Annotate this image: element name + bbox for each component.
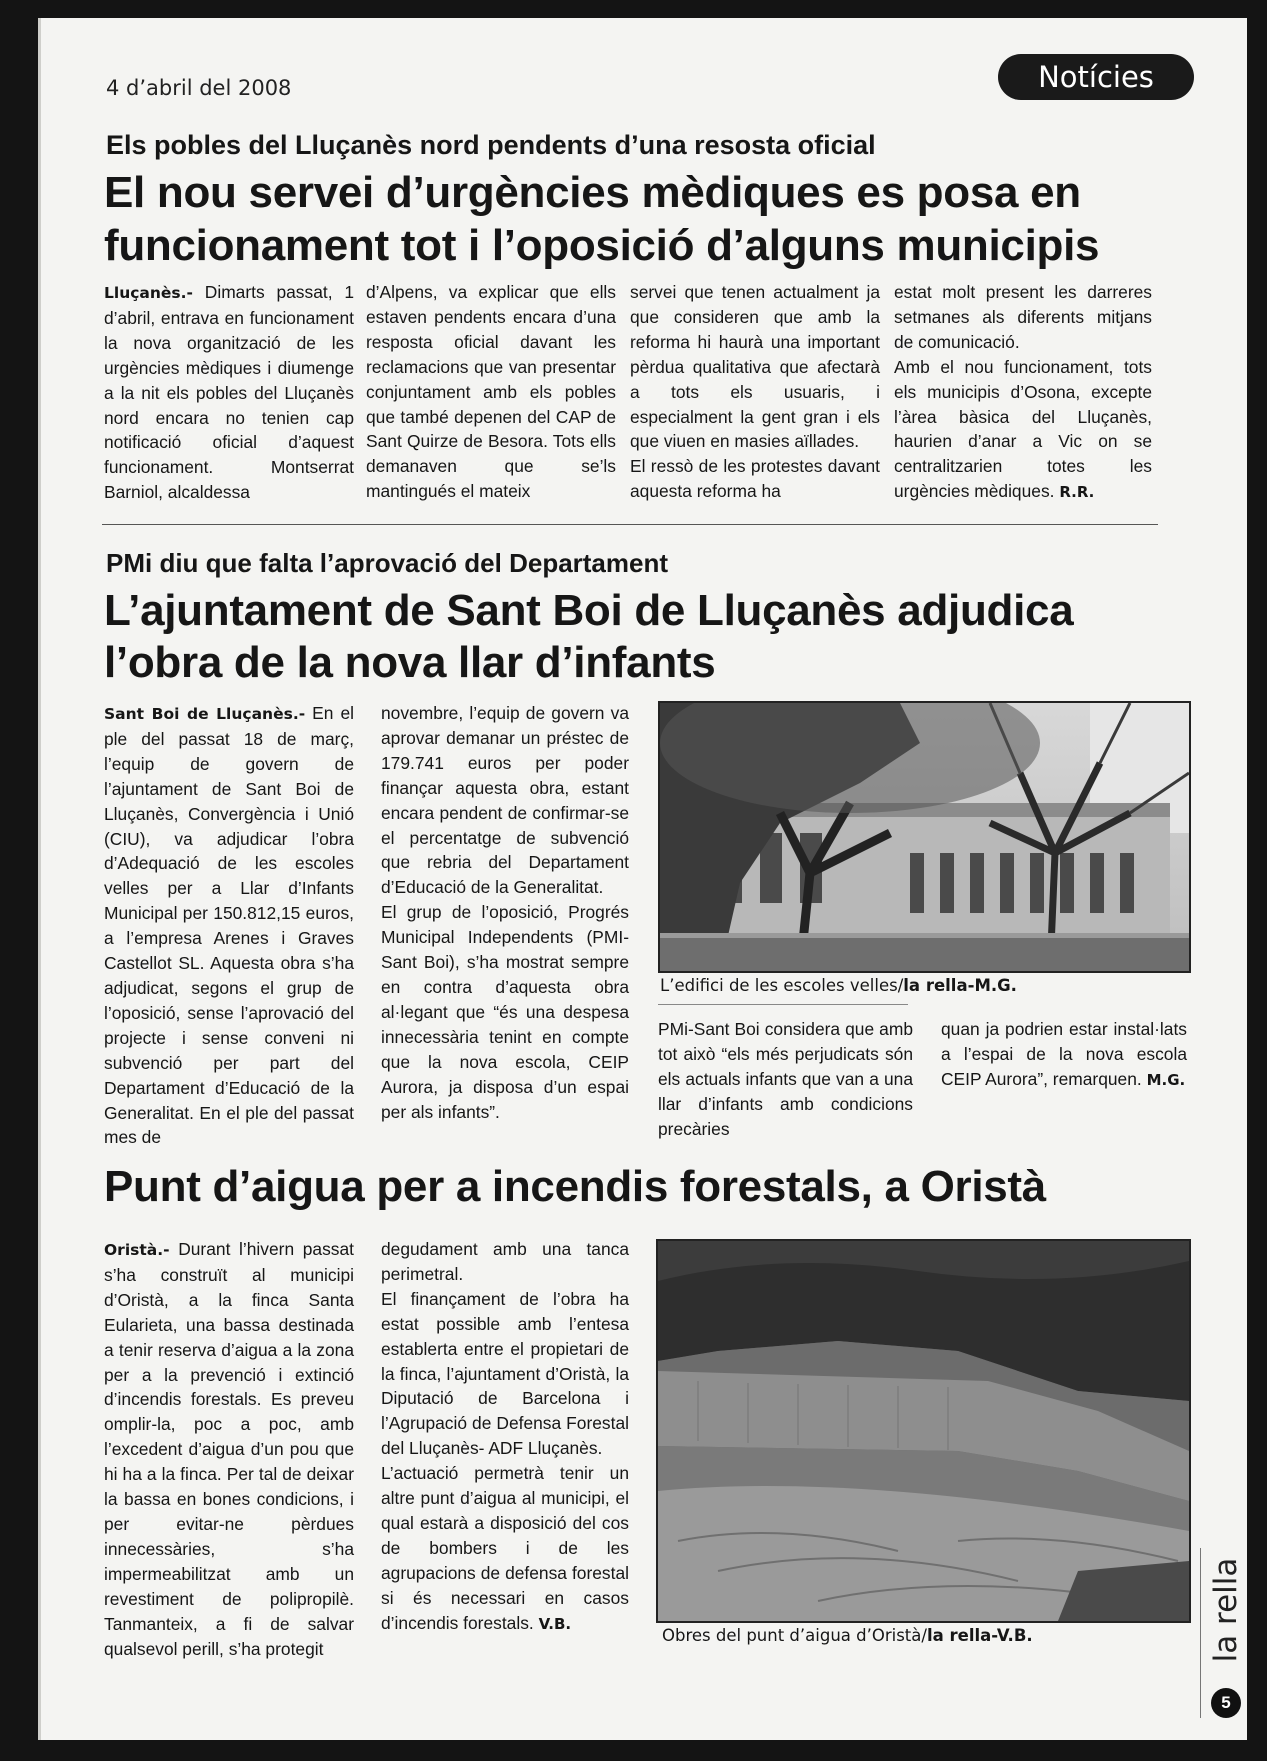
article3-column-1 [104,1237,354,1661]
article1-col2-text: d’Alpens, va explicar que ells estaven pendents encara d’una resposta oficial davant les reclamacions que van presentar conjuntament amb els pobles que també depenen del CAP de Sant Quirze de Besora. Tots ells demanaven que se’ls mantingués el mateix [366,282,616,502]
water-reservoir-image [658,1241,1189,1621]
article2-kicker: PMi diu que falta l’aprovació del Departament [106,548,669,578]
caption-text: L’edifici de les escoles velles/ [660,976,904,995]
building-with-trees-image [660,703,1189,971]
article1-column-4 [894,280,1152,505]
article3-column-2 [381,1237,629,1637]
article1-col3-para2: El ressò de les protestes davant aquesta reforma ha [630,456,880,502]
article2-col3-text: PMi-Sant Boi considera que amb tot això “els més perjudicats són els actuals infants que van a una llar d’infants amb condicions precàries [658,1019,913,1139]
caption-rule [658,1004,908,1005]
article2-col2-para1: novembre, l’equip de govern va aprovar demanar un préstec de 179.741 euros per poder finançar aquesta obra, estant encara pendent de confirmar-se el percentatge de subvenció que rebria del Departament d’Educació de la Generalitat. [381,703,629,898]
page-number: 5 [1211,1688,1241,1718]
article2-headline-line1: L’ajuntament de Sant Boi de Lluçanès adjudica [104,586,1074,635]
article1-col1-text: Dimarts passat, 1 d’abril, entrava en funcionament la nova organització de les urgències mèdiques i diumenge a la nit els pobles del Lluçanès nord encara no tenien cap notificació oficial d’aquest funcionament. Montserrat Barniol, alcaldessa [104,282,354,503]
article2-column-1 [104,701,354,1150]
article3-col2-para2: El finançament de l’obra ha estat possible amb l’entesa establerta entre el propietari de la finca, l’ajuntament d’Oristà, la Diputació de Barcelona i l’Agrupació de Defensa Forestal del Lluçanès- ADF Lluçanès. [381,1288,629,1459]
article1-kicker: Els pobles del Lluçanès nord pendents d’una resosta oficial [106,130,876,160]
article2-column-3 [658,1017,913,1142]
section-tab-noticies: Notícies [998,54,1194,100]
brand-rule [1200,1548,1201,1718]
article1-headline-line1: El nou servei d’urgències mèdiques es posa en [104,168,1081,217]
article2-signature: M.G. [1146,1070,1186,1089]
article3-col2-para1: degudament amb una tanca perimetral. [381,1239,629,1284]
caption-credit: la rella-M.G. [903,976,1017,995]
photo-punt-aigua-caption [662,1626,1033,1645]
article3-signature: V.B. [538,1614,572,1633]
article1-headline-line2: funcionament tot i l’oposició d’alguns municipis [104,221,1100,270]
article2-headline-line2: l’obra de la nova llar d’infants [104,638,716,687]
article3-dateline: Oristà.- [104,1241,170,1259]
article3-headline: Punt d’aigua per a incendis forestals, a Oristà [104,1162,1046,1211]
article1-col4-para1: estat molt present les darreres setmanes als diferents mitjans de comunicació. [894,282,1152,352]
article2-col1-text: En el ple del passat 18 de març, l’equip de govern de l’ajuntament de Sant Boi de Lluçanès, Convergència i Unió (CIU), va adjudicar l’obra d’Adequació de les escoles velles per a Llar d’Infants Municipal per 150.812,15 euros, a l’empresa Arenes i Graves Castellot SL. Aquesta obra s’ha adjudicat, segons el grup de l’oposició, sense l’aprovació del projecte i sense conveni ni subvenció per part del Departament d’Educació de la Generalitat. En el ple del passat mes de [104,703,354,1148]
photo-escoles-velles [658,701,1191,973]
newspaper-page [38,18,1247,1740]
article1-dateline: Lluçanès.- [104,284,193,302]
page-spine [38,18,41,1740]
article1-col4-para2: Amb el nou funcionament, tots els municipis d’Osona, excepte l’àrea bàsica del Lluçanès, haurien d’anar a Vic on se centralitzarien totes les urgències mèdiques. [894,356,1152,502]
article2-column-4 [941,1017,1187,1093]
article3-col2-para3: L’actuació permetrà tenir un altre punt d’aigua al municipi, el qual estarà a disposició del cos de bombers i de les agrupacions de defensa forestal si és necessari en casos d’incendis forestals. [381,1463,629,1633]
brand-text: la rella [1208,1557,1244,1663]
caption-text: Obres del punt d’aigua d’Oristà/ [662,1626,927,1645]
caption-credit: la rella-V.B. [926,1626,1033,1645]
photo-punt-aigua [656,1239,1191,1623]
article2-col2-para2: El grup de l’oposició, Progrés Municipal Independents (PMI-Sant Boi), s’ha mostrat sempre en contra d’aquesta obra al·legant que “és una despesa innecessària tenint en compte que la nova escola, CEIP Aurora, ja disposa d’un espai per als infants”. [381,902,629,1122]
article1-column-3 [630,280,880,504]
article2-column-2 [381,701,629,1124]
article1-signature: R.R. [1059,483,1095,502]
photo-escoles-caption [660,976,1017,995]
article2-dateline: Sant Boi de Lluçanès.- [104,705,306,723]
issue-date: 4 d’abril del 2008 [106,76,292,100]
publication-brand [1208,1546,1244,1674]
article2-col4-text: quan ja podrien estar instal·lats a l’espai de la nova escola CEIP Aurora”, remarquen. [941,1019,1187,1089]
article1-column-2 [366,280,616,504]
article1-col3-para1: servei que tenen actualment ja que consideren que amb la reforma hi haurà una important pèrdua qualitativa que afectarà a tots els usuaris, i especialment la gent gran i els que viuen en masies aïllades. [630,282,880,452]
article1-column-1 [104,280,354,505]
article-divider [102,524,1158,525]
article3-col1-text: Durant l’hivern passat s’ha construït al municipi d’Oristà, a la finca Santa Eularieta, una bassa destinada a tenir reserva d’aigua a la zona per a la prevenció i extinció d’incendis forestals. Es preveu omplir-la, poc a poc, amb l’excedent d’aigua d’un pou que hi ha a la finca. Per tal de deixar la bassa en bones condicions, i per evitar-ne pèrdues innecessàries, s’ha impermeabilitzat amb un revestiment de polipropilè. Tanmanteix, a fi de salvar qualsevol perill, s’ha protegit [104,1239,354,1659]
